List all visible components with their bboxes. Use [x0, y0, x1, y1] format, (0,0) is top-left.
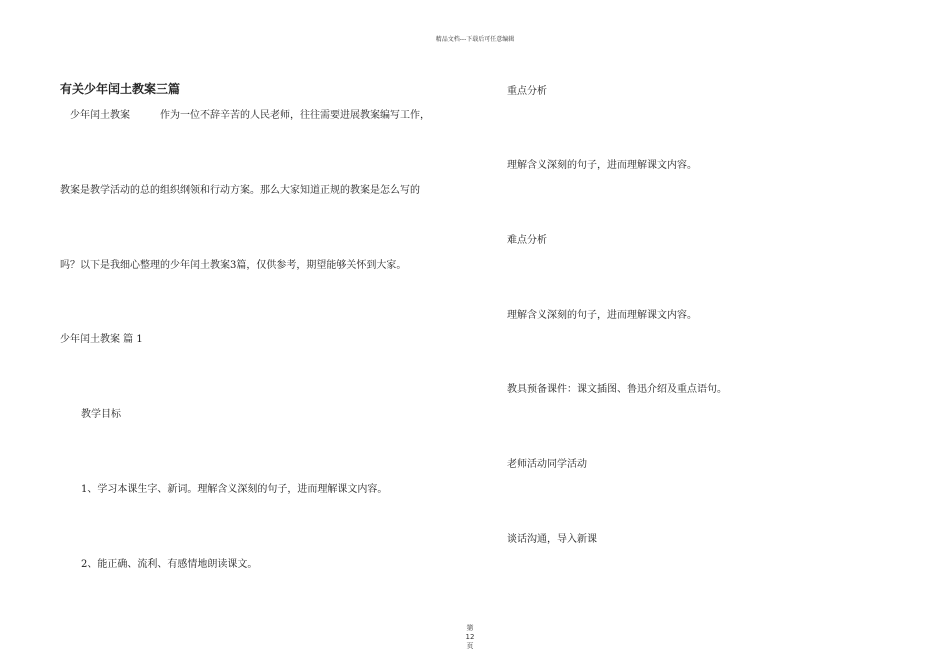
- page-suffix: 页: [466, 642, 474, 650]
- difficulty-text: 理解含义深刻的句子，进而理解课文内容。: [507, 310, 697, 321]
- header-note: 精品文档---下载后可任意编辑: [435, 36, 515, 43]
- teaching-goals-heading: 教学目标: [81, 409, 121, 420]
- intro-lead: 少年闰土教案: [70, 110, 130, 121]
- document-title: 有关少年闰土教案三篇: [60, 82, 181, 96]
- activity-header: 老师活动同学活动: [507, 459, 587, 470]
- page-prefix: 第: [466, 624, 474, 632]
- teaching-tools: 教具预备课件：课文插图、鲁迅介绍及重点语句。: [507, 384, 727, 395]
- section-heading-1: 少年闰土教案 篇 1: [60, 334, 143, 345]
- goal-item-1: 1、学习本课生字、新词。理解含义深刻的句子，进而理解课文内容。: [81, 484, 388, 495]
- goal-item-2: 2、能正确、流利、有感情地朗读课文。: [81, 559, 258, 570]
- paragraph-2: 教案是教学活动的总的组织纲领和行动方案。那么大家知道正规的教案是怎么写的: [60, 185, 420, 196]
- intro-text: 作为一位不辞辛苦的人民老师，往往需要进展教案编写工作，: [160, 110, 430, 121]
- intro-talk: 谈话沟通，导入新课: [507, 534, 597, 545]
- page-number: [460, 624, 480, 651]
- key-points-heading: 重点分析: [507, 86, 547, 97]
- paragraph-3: 吗？以下是我细心整理的少年闰土教案3篇，仅供参考，期望能够关怀到大家。: [60, 260, 407, 271]
- page-number-value: 12: [465, 633, 475, 641]
- difficulty-heading: 难点分析: [507, 235, 547, 246]
- key-points-text: 理解含义深刻的句子，进而理解课文内容。: [507, 160, 697, 171]
